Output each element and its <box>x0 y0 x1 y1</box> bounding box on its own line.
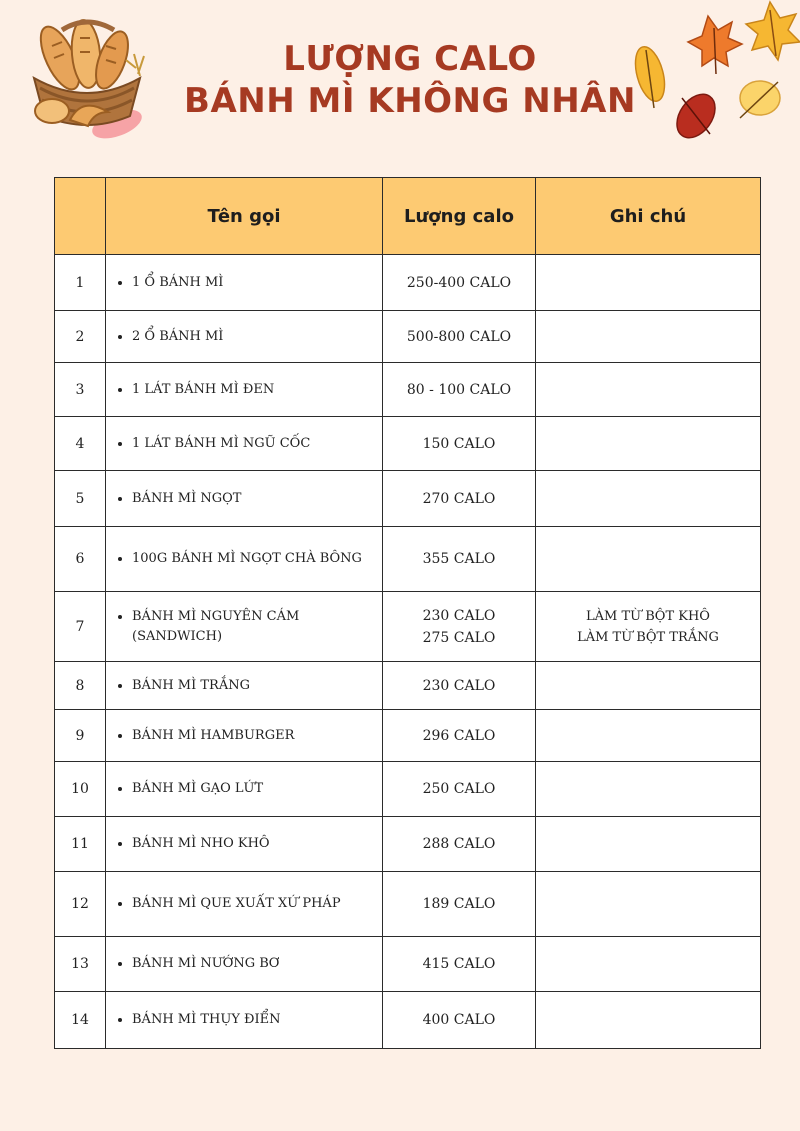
calorie-value: 355 CALO <box>383 527 536 592</box>
row-number: 11 <box>55 817 106 872</box>
note-cell <box>536 417 761 471</box>
bread-name-cell <box>106 762 383 817</box>
bread-name-cell <box>106 592 383 662</box>
row-number: 8 <box>55 662 106 710</box>
page-title <box>160 38 660 122</box>
calorie-value: 189 CALO <box>383 872 536 937</box>
bread-name: • 100G BÁNH MÌ NGỌT CHÀ BÔNG <box>132 549 382 569</box>
bread-name-cell <box>106 311 383 363</box>
table-row <box>55 255 761 311</box>
bread-name: • BÁNH MÌ THỤY ĐIỂN <box>132 1010 382 1030</box>
bread-name-cell <box>106 363 383 417</box>
row-number: 1 <box>55 255 106 311</box>
note-cell <box>536 762 761 817</box>
note-cell <box>536 592 761 662</box>
bread-name: • BÁNH MÌ HAMBURGER <box>132 726 382 746</box>
row-number: 6 <box>55 527 106 592</box>
note-cell <box>536 937 761 992</box>
row-number: 14 <box>55 992 106 1049</box>
bread-name-cell <box>106 527 383 592</box>
bread-name-cell <box>106 471 383 527</box>
note-cell <box>536 992 761 1049</box>
table-header-row <box>55 178 761 255</box>
note-cell <box>536 471 761 527</box>
row-number: 12 <box>55 872 106 937</box>
row-number: 9 <box>55 710 106 762</box>
table-row <box>55 662 761 710</box>
note-cell <box>536 311 761 363</box>
title-line-1: LƯỢNG CALO <box>283 39 537 79</box>
header-calories: Lượng calo <box>383 178 536 255</box>
note-line-1: LÀM TỪ BỘT KHÔ <box>586 608 710 624</box>
autumn-leaves-icon <box>628 0 800 150</box>
bread-name-cell <box>106 417 383 471</box>
table-row <box>55 710 761 762</box>
bread-basket-icon <box>22 16 152 146</box>
calorie-value-1: 230 CALO <box>422 607 496 624</box>
table-row <box>55 937 761 992</box>
bread-name: • BÁNH MÌ NGỌT <box>132 489 382 509</box>
bread-name: • 1 Ổ BÁNH MÌ <box>132 273 382 293</box>
bread-name: • 1 LÁT BÁNH MÌ ĐEN <box>132 380 382 400</box>
calorie-table <box>54 177 761 1049</box>
note-cell <box>536 710 761 762</box>
row-number: 10 <box>55 762 106 817</box>
calorie-value-cell <box>383 592 536 662</box>
header-note: Ghi chú <box>536 178 761 255</box>
calorie-value: 500-800 CALO <box>383 311 536 363</box>
bread-name: • BÁNH MÌ NƯỚNG BƠ <box>132 954 382 974</box>
row-number: 2 <box>55 311 106 363</box>
table-row <box>55 471 761 527</box>
calorie-value: 250 CALO <box>383 762 536 817</box>
table-row <box>55 872 761 937</box>
title-line-2: BÁNH MÌ KHÔNG NHÂN <box>184 81 636 121</box>
bread-name: • BÁNH MÌ GẠO LỨT <box>132 779 382 799</box>
row-number: 13 <box>55 937 106 992</box>
calorie-value: 296 CALO <box>383 710 536 762</box>
note-cell <box>536 872 761 937</box>
header-num <box>55 178 106 255</box>
note-line-2: LÀM TỪ BỘT TRẮNG <box>577 629 719 645</box>
row-number: 4 <box>55 417 106 471</box>
calorie-value: 415 CALO <box>383 937 536 992</box>
calorie-value: 250-400 CALO <box>383 255 536 311</box>
table-row <box>55 592 761 662</box>
note-cell <box>536 662 761 710</box>
table-row <box>55 762 761 817</box>
note-cell <box>536 817 761 872</box>
bread-name: • BÁNH MÌ TRẮNG <box>132 676 382 696</box>
bread-name-cell <box>106 710 383 762</box>
bread-name: • BÁNH MÌ QUE XUẤT XỨ PHÁP <box>132 894 382 914</box>
note-cell <box>536 527 761 592</box>
bread-name-cell <box>106 662 383 710</box>
table-row <box>55 363 761 417</box>
calorie-value: 288 CALO <box>383 817 536 872</box>
bread-name-cell <box>106 255 383 311</box>
bread-name: • BÁNH MÌ NGUYÊN CÁM (SANDWICH) <box>132 607 382 647</box>
table-row <box>55 817 761 872</box>
calorie-value-2: 275 CALO <box>422 629 496 646</box>
note-cell <box>536 363 761 417</box>
table-row <box>55 311 761 363</box>
calorie-value: 150 CALO <box>383 417 536 471</box>
bread-name-cell <box>106 937 383 992</box>
bread-name-cell <box>106 872 383 937</box>
header-name: Tên gọi <box>106 178 383 255</box>
table-row <box>55 527 761 592</box>
table-row <box>55 992 761 1049</box>
row-number: 7 <box>55 592 106 662</box>
row-number: 5 <box>55 471 106 527</box>
calorie-value: 80 - 100 CALO <box>383 363 536 417</box>
row-number: 3 <box>55 363 106 417</box>
calorie-value: 230 CALO <box>383 662 536 710</box>
calorie-value: 270 CALO <box>383 471 536 527</box>
bread-name: • BÁNH MÌ NHO KHÔ <box>132 834 382 854</box>
bread-name: • 1 LÁT BÁNH MÌ NGŨ CỐC <box>132 434 382 454</box>
bread-name: • 2 Ổ BÁNH MÌ <box>132 327 382 347</box>
bread-name-cell <box>106 817 383 872</box>
bread-name-cell <box>106 992 383 1049</box>
note-cell <box>536 255 761 311</box>
table-row <box>55 417 761 471</box>
calorie-value: 400 CALO <box>383 992 536 1049</box>
